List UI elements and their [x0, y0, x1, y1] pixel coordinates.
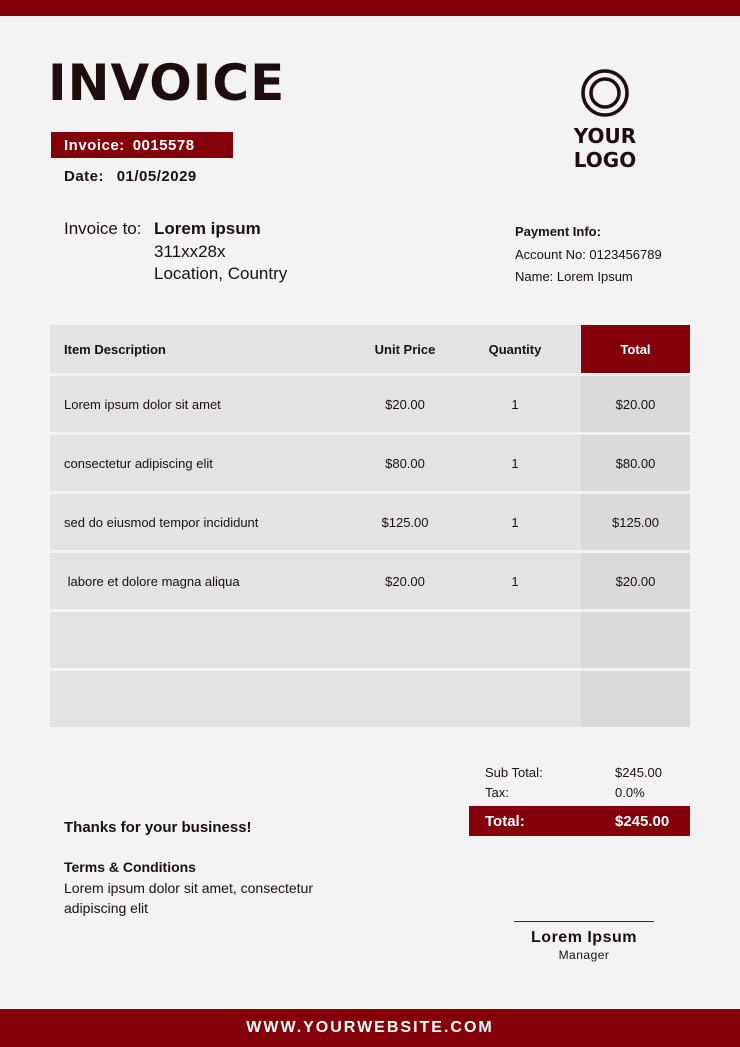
row-spacer: [560, 375, 581, 434]
row-total: $80.00: [581, 434, 690, 493]
table-row: [50, 375, 690, 434]
bill-to-name: Lorem ipsum: [154, 219, 261, 238]
row-quantity: 1: [470, 493, 560, 552]
footer-bar: [0, 1009, 740, 1047]
table-header-row: [50, 325, 690, 375]
invoice-date: [64, 168, 197, 185]
grand-total-label: Total:: [485, 812, 525, 830]
thanks-message: Thanks for your business!: [64, 819, 252, 836]
invoice-number-value: 0015578: [132, 136, 195, 154]
row-spacer: [560, 552, 581, 611]
items-table: [50, 325, 690, 727]
header-quantity: Quantity: [470, 325, 560, 375]
table-row: [50, 493, 690, 552]
bill-to-label: Invoice to:: [64, 219, 142, 238]
row-total: [581, 670, 690, 728]
header-total: Total: [581, 325, 690, 375]
row-description: [50, 670, 340, 728]
terms-text: Lorem ipsum dolor sit amet, consectetur adipiscing elit: [64, 880, 313, 916]
terms-title: Terms & Conditions: [64, 859, 196, 875]
bill-to-location: Location, Country: [154, 264, 288, 283]
row-spacer: [560, 670, 581, 728]
signer-role: Manager: [558, 948, 610, 962]
row-description: labore et dolore magna aliqua: [50, 552, 340, 611]
row-quantity: 1: [470, 434, 560, 493]
header-unit-price: Unit Price: [340, 325, 470, 375]
date-value: 01/05/2029: [116, 168, 197, 185]
table-row-empty: [50, 670, 690, 728]
row-quantity: [470, 611, 560, 670]
row-total: $125.00: [581, 493, 690, 552]
table-row: [50, 552, 690, 611]
bill-to-address: 311xx28x: [154, 241, 226, 261]
totals-summary: [469, 762, 690, 836]
invoice-number-label: Invoice:: [64, 136, 125, 154]
date-label: Date:: [64, 168, 105, 185]
row-spacer: [560, 611, 581, 670]
row-description: consectetur adipiscing elit: [50, 434, 340, 493]
header-item-description: Item Description: [50, 325, 340, 375]
row-spacer: [560, 434, 581, 493]
row-total: [581, 611, 690, 670]
payment-account: Account No: 0123456789: [515, 246, 662, 262]
payment-name: Name: Lorem Ipsum: [515, 269, 633, 284]
row-total: $20.00: [581, 375, 690, 434]
signer-name: Lorem Ipsum: [531, 929, 637, 946]
row-description: Lorem ipsum dolor sit amet: [50, 375, 340, 434]
payment-title: Payment Info:: [515, 224, 601, 239]
company-logo: [540, 68, 670, 172]
tax-label: Tax:: [485, 784, 509, 800]
subtotal-row: [469, 762, 690, 782]
grand-total-row: [469, 806, 690, 836]
signature-line: [514, 921, 654, 922]
tax-value: 0.0%: [615, 784, 645, 800]
grand-total-value: $245.00: [615, 812, 670, 830]
row-unit-price: [340, 611, 470, 670]
row-unit-price: [340, 670, 470, 728]
row-description: sed do eiusmod tempor incididunt: [50, 493, 340, 552]
subtotal-label: Sub Total:: [485, 764, 543, 780]
payment-info: [515, 221, 662, 289]
row-spacer: [560, 493, 581, 552]
row-quantity: 1: [470, 375, 560, 434]
subtotal-value: $245.00: [615, 764, 662, 780]
row-quantity: 1: [470, 552, 560, 611]
row-unit-price: $20.00: [340, 375, 470, 434]
logo-text: YOUR LOGO: [573, 124, 637, 172]
table-row-empty: [50, 611, 690, 670]
logo-rings-icon: [580, 68, 630, 118]
tax-row: [469, 782, 690, 802]
row-quantity: [470, 670, 560, 728]
row-unit-price: $80.00: [340, 434, 470, 493]
row-unit-price: $125.00: [340, 493, 470, 552]
table-row: [50, 434, 690, 493]
header-spacer: [560, 325, 581, 375]
top-accent-bar: [0, 0, 740, 16]
row-unit-price: $20.00: [340, 552, 470, 611]
page-title: INVOICE: [48, 54, 286, 112]
invoice-number-badge: [51, 132, 233, 158]
website-link[interactable]: WWW.YOURWEBSITE.COM: [246, 1019, 494, 1036]
row-description: [50, 611, 340, 670]
row-total: $20.00: [581, 552, 690, 611]
